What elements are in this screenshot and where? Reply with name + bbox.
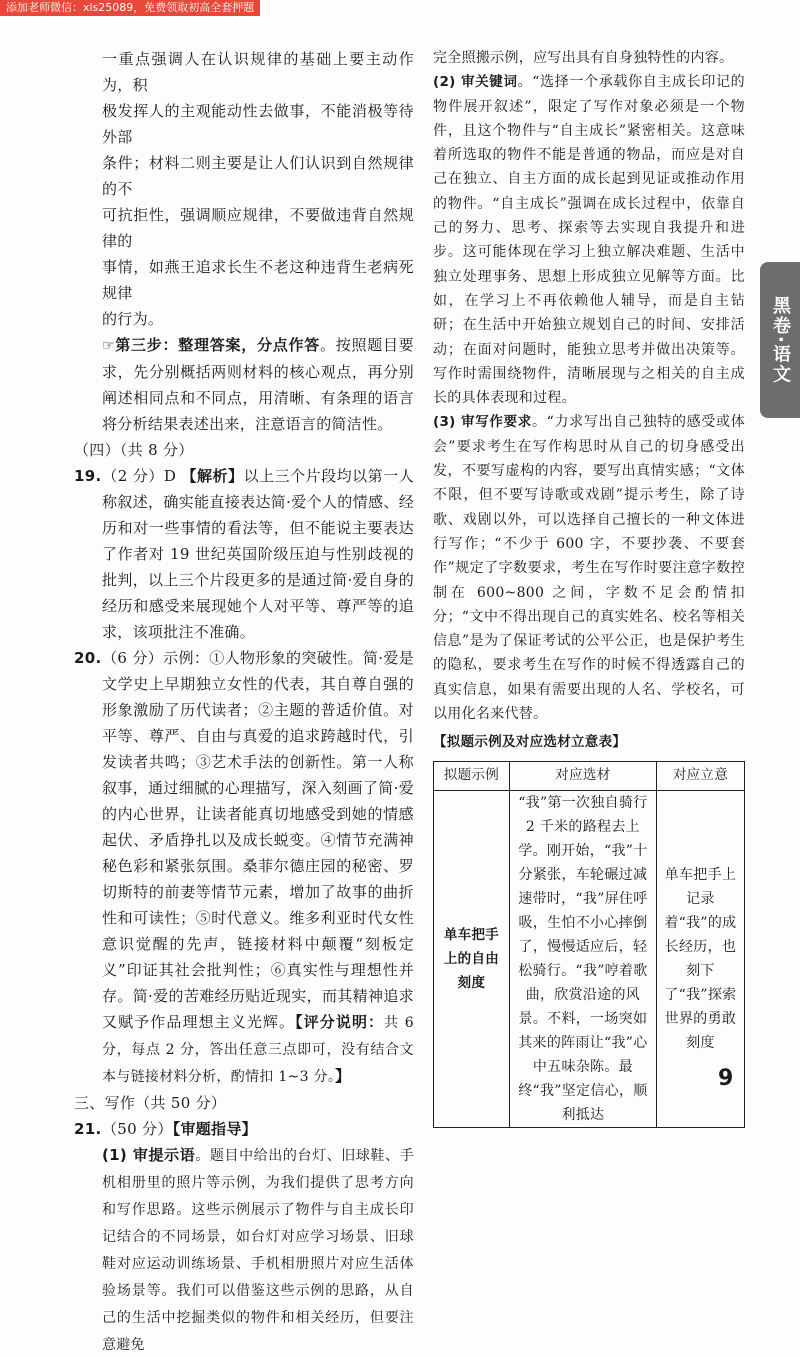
intro-paragraph <box>74 46 414 332</box>
table-cell-title: 单车把手上的自由刻度 <box>434 790 510 1127</box>
sub2-label: (2) 审关键词 <box>433 74 518 91</box>
step3-label: 第三步：整理答案，分点作答 <box>114 336 320 354</box>
table-header-cell: 对应立意 <box>656 761 744 790</box>
table-cell-theme: 单车把手上记录着“我”的成长经历，也刻下了“我”探索世界的勇敢刻度 <box>656 790 744 1127</box>
intro-line: 事情，如燕王追求长生不老这种违背生老病死规律 <box>102 258 414 302</box>
q20-text: （6 分）示例：①人物形象的突破性。简·爱是文学史上早期独立女性的代表，其自尊自强的形象激励了历代读者；②主题的普适价值。对平等、尊严、自由与真爱的追求跨越时代，引发读者共鸣；③艺术手法的创新性。第一人称叙事，通过细腻的心理描写，深入刻画了简·爱的内心世界，让读者能真切地感受到她的情感起伏、矛盾挣扎以及成长蜕变。④情节充满神秘色彩和紧张氛围。桑菲尔德庄园的秘密、罗切斯特的前妻等情节元素，增加了故事的曲折性和可读性；⑤时代意义。维多利亚时代女性意识觉醒的先声，链接材料中颠覆“刻板定义”印证其社会批判性；⑥真实性与理想性并存。简·爱的苦难经历贴近现实，而其精神追求又赋予作品理想主义光辉。 <box>102 649 414 1031</box>
watermark-banner: 添加老师微信：xls25089，免费领取初高全套押题 <box>0 0 260 16</box>
page-number: 9 <box>718 1066 734 1091</box>
sub3-label: (3) 审写作要求 <box>433 414 532 431</box>
table-header-cell: 拟题示例 <box>434 761 510 790</box>
q21-sub1-text: 。题目中给出的台灯、旧球鞋、手机相册里的照片等示例，为我们提供了思考方向和写作思路。这些示例展示了物件与自主成长印记结合的不同场景，如台灯对应学习场景、旧球鞋对应运动训练场景、手机相册照片对应生活体验场景等。我们可以借鉴这些示例的思路，从自己的生活中挖掘类似的物件和相关经历，但要注意避免 <box>102 1148 414 1353</box>
q19-text: 以上三个片段均以第一人称叙述，确实能直接表达简·爱个人的情感、经历和对一些事情的看法等，但不能说主要表达了作者对 19 世纪英国阶级压迫与性别歧视的批判，以上三个片段更多的是通过简·爱自身的经历和感受来展现她个人对平等、尊严等的追求，该项批注不准确。 <box>102 467 415 641</box>
q20-tag-end: 】 <box>335 1067 351 1085</box>
sub2-text: 。“选择一个承载你自主成长印记的物件展开叙述”，限定了写作对象必须是一个物件，且这个物件与“自主成长”紧密相关。这意味着所选取的物件不能是普通的物品，而应是对自己在独立、自主方面的成长起到见证或推动作用的物件。“自主成长”强调在成长过程中，依靠自己的努力、思考、探索等去实现自我提升和进步。这可能体现在学习上独立解决难题、生活中独立处理事务、思想上形成独立见解等方面。比如，在学习上不再依赖他人辅导，而是自主钻研；在生活中开始独立规划自己的时间、安排活动；在面对问题时，能独立思考并做出决策等。写作时需围绕物件，清晰展现与之相关的自主成长的具体表现和过程。 <box>433 74 745 407</box>
sub3-paragraph <box>433 410 745 726</box>
section-3-heading: 三、写作（共 50 分） <box>74 1094 227 1112</box>
table-title: 【拟题示例及对应选材立意表】 <box>433 734 627 751</box>
right-column <box>433 46 745 1128</box>
intro-line: 条件；材料二则主要是让人们认识到自然规律的不 <box>102 154 414 198</box>
intro-line: 可抗拒性，强调顺应规律，不要做违背自然规律的 <box>102 206 414 250</box>
pointing-hand-icon: ☞ <box>102 338 115 354</box>
intro-line: 极发挥人的主观能动性去做事，不能消极等待外部 <box>102 102 414 146</box>
q20-tag: 【评分说明： <box>295 1013 385 1031</box>
question-20 <box>74 645 414 1090</box>
intro-line: 的行为。 <box>102 310 164 328</box>
left-column <box>74 46 414 1358</box>
table-cell-material: “我”第一次独自骑行 2 千米的路程去上学。刚开始，“我”十分紧张，车轮碾过减速带时，“我”屏住呼吸，生怕不小心摔倒了，慢慢适应后，轻松骑行。“我”哼着歌曲，欣赏沿途的风景。不料，一场突如其来的阵雨让“我”心中五味杂陈。最终“我”坚定信心，顺利抵达 <box>509 790 656 1127</box>
question-21 <box>74 1116 414 1142</box>
q20-note: 共 6 分，每点 2 分，答出任意三点即可，没有结合文本与链接材料分析，酌情扣 1~3 分。 <box>102 1015 414 1085</box>
sub3-text: 。“力求写出自己独特的感受或体会”要求考生在写作构思时从自己的切身感受出发，不要写虚构的内容，要写出真情实感；“文体不限，但不要写诗歌或戏剧”提示考生，除了诗歌、戏剧以外，可以选择自己擅长的一种文体进行写作；“不少于 600 字，不要抄袭、不要套作”规定了字数要求，考生在写作时要注意字数控制在 600~800 之间，字数不足会酌情扣分；“文中不得出现自己的真实姓名、校名等相关信息”是为了保证考试的公平公正，也是保护考生的隐私，要求考生在写作的时候不得透露自己的真实信息，如果有需要出现的人名、学校名，可以用化名来代替。 <box>433 414 746 723</box>
step3-paragraph <box>74 332 414 437</box>
sub2-paragraph <box>433 70 745 410</box>
q20-number: 20. <box>74 649 102 667</box>
q19-tag: 【解析】 <box>181 467 244 485</box>
q21-sub1-label: (1) 审提示语 <box>102 1146 196 1164</box>
table-row <box>434 790 745 1127</box>
continued-text: 完全照搬示例，应写出具有自身独特性的内容。 <box>433 50 734 66</box>
step3-text: 。按照题目要求，先分别概括两则材料的核心观点，再分别阐述相同点和不同点，用清晰、有条理的语言将分析结果表述出来，注意语言的简洁性。 <box>102 336 414 433</box>
subject-side-tab: 黑卷·语文 <box>760 262 800 418</box>
q19-number: 19. <box>74 467 102 485</box>
table-header-cell: 对应选材 <box>509 761 656 790</box>
intro-line: 一重点强调人在认识规律的基础上要主动作为，积 <box>102 50 414 94</box>
q19-head: （2 分）D <box>102 467 177 485</box>
table-header-row <box>434 761 745 790</box>
q21-sub1 <box>74 1142 414 1358</box>
section-4-heading: （四）（共 8 分） <box>74 441 194 459</box>
topic-table <box>433 761 745 1128</box>
question-19 <box>74 463 414 645</box>
q21-tag: 【审题指导】 <box>172 1120 257 1138</box>
q21-number: 21. <box>74 1120 102 1138</box>
q21-head: （50 分） <box>102 1120 173 1138</box>
